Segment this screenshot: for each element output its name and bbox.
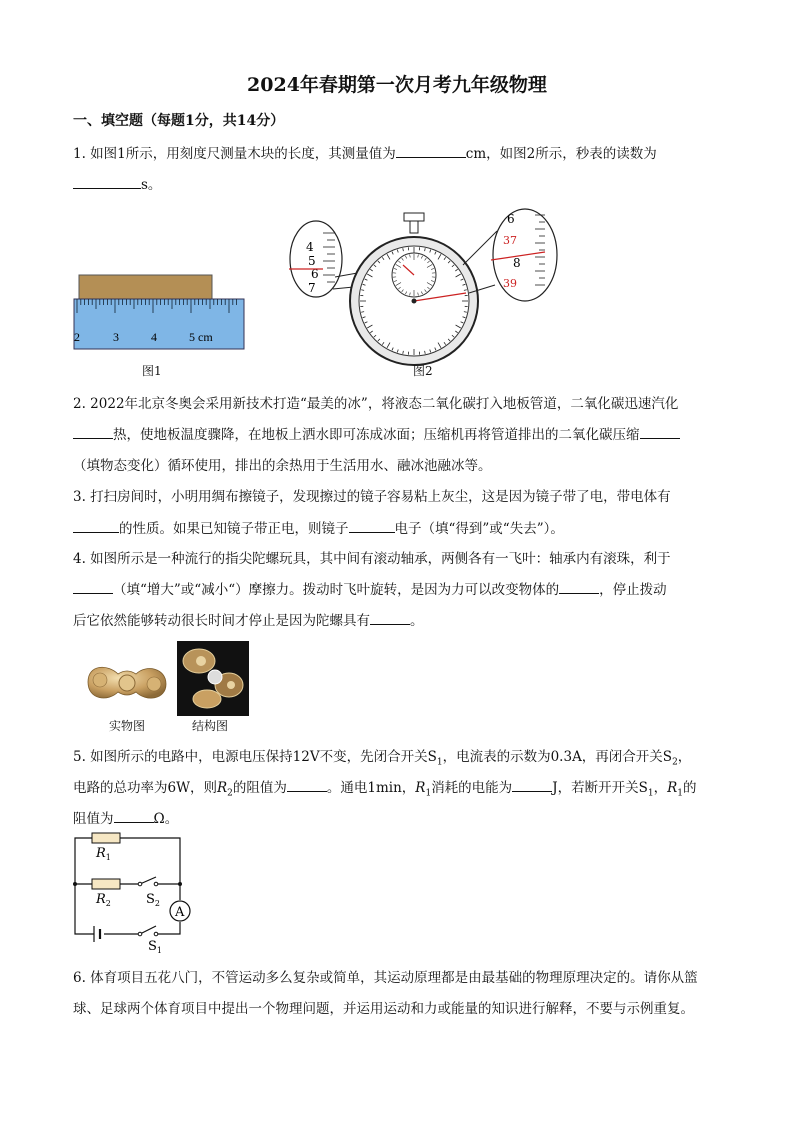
question-1-line-2 xyxy=(73,173,161,193)
wood-block xyxy=(79,275,212,299)
question-3-line-1: 3. 打扫房间时，小明用绸布擦镜子，发现擦过的镜子容易粘上灰尘，这是因为镜子带了电，带电体有 xyxy=(73,489,671,505)
q5-text-f: 。通电1min， xyxy=(326,780,416,796)
question-4-line-2 xyxy=(73,578,667,598)
q3-text-c: 电子（填“得到”或“失去”）。 xyxy=(394,521,564,537)
q5-text-d: 电路的总功率为6W，则 xyxy=(73,780,217,796)
dial-left-7: 7 xyxy=(308,281,316,295)
question-5-line-1 xyxy=(73,745,691,768)
ruler-label-5cm: 5 cm xyxy=(189,330,213,344)
q5-sub-s2: 2 xyxy=(672,757,678,768)
question-2-line-3: （填物态变化）循环使用，排出的余热用于生活用水、融冰池融冰等。 xyxy=(73,458,492,474)
q1-text-c: s。 xyxy=(141,177,162,193)
q5-text-c: ， xyxy=(677,749,692,765)
q5-text-e: 的阻值为 xyxy=(232,780,287,796)
q5-r1-symbol: R xyxy=(415,780,426,796)
spinner-caption-left: 实物图 xyxy=(109,719,146,733)
q5-r1-sub-2: 1 xyxy=(677,788,683,799)
question-5-line-2 xyxy=(73,776,697,799)
q4-blank-3[interactable] xyxy=(370,612,410,625)
figure-1-ruler xyxy=(73,270,248,352)
q1-blank-time[interactable] xyxy=(73,176,141,189)
s2-label: $S_2$ xyxy=(146,892,160,908)
q4-text-b: （填“增大”或“减小“）摩擦力。拨动时飞叶旋转，是因为力可以改变物体的 xyxy=(113,582,560,598)
dial-right-37: 37 xyxy=(503,234,517,247)
q3-blank-2[interactable] xyxy=(349,520,395,533)
q5-text-l: Ω。 xyxy=(153,811,179,827)
question-2-line-1: 2. 2022年北京冬奥会采用新技术打造“最美的冰”，将液态二氧化碳打入地板管道，二氧化碳迅速汽化 xyxy=(73,396,679,412)
q5-text-b: ，电流表的示数为0.3A，再闭合开关S xyxy=(442,749,673,765)
dial-left-4: 4 xyxy=(306,240,314,254)
question-4-line-1: 4. 如图所示是一种流行的指尖陀螺玩具，其中间有滚动轴承，两侧各有一飞叶：轴承内有滚珠，利于 xyxy=(73,551,671,567)
q2-text-b: 热，使地板温度骤降，在地板上洒水即可冻成冰面；压缩机再将管道排出的二氧化碳压缩 xyxy=(113,427,640,443)
figure-1-caption: 图1 xyxy=(142,364,162,378)
question-2-line-2 xyxy=(73,423,680,443)
q1-blank-length[interactable] xyxy=(396,145,466,158)
spinner-caption-right: 结构图 xyxy=(192,719,229,733)
dial-right-6: 6 xyxy=(507,212,515,226)
s1-label: $S_1$ xyxy=(148,939,162,955)
q4-blank-1[interactable] xyxy=(73,581,113,594)
figure-2-stopwatch xyxy=(283,205,558,365)
q2-blank-1[interactable] xyxy=(73,426,113,439)
q5-text-a: 5. 如图所示的电路中，电源电压保持12V不变，先闭合开关S xyxy=(73,749,437,765)
figure-2-caption: 图2 xyxy=(413,364,433,378)
question-3-line-2 xyxy=(73,517,564,537)
r2-label: $R_2$ xyxy=(96,892,111,908)
section-heading: 一、填空题（每题1分，共14分） xyxy=(73,113,285,129)
q3-blank-1[interactable] xyxy=(73,520,119,533)
q5-text-j: 的 xyxy=(683,780,697,796)
q5-text-i: ， xyxy=(653,780,668,796)
ruler-body xyxy=(74,299,244,349)
dial-right-8: 8 xyxy=(513,256,521,270)
page-title: 2024年春期第一次月考九年级物理 xyxy=(247,74,547,96)
question-5-line-3 xyxy=(73,807,178,827)
q5-s1-sub: 1 xyxy=(647,788,654,799)
q5-r1-symbol-2: R xyxy=(667,780,678,796)
question-1-line-1 xyxy=(73,142,657,162)
spinner-structure xyxy=(177,641,249,716)
q5-text-g: 消耗的电能为 xyxy=(431,780,513,796)
spinner-photo xyxy=(78,650,174,714)
ammeter-label: A xyxy=(175,905,185,920)
ruler-label-3: 3 xyxy=(113,330,119,344)
q5-r2-sub: 2 xyxy=(227,788,233,799)
question-6-line-2: 球、足球两个体育项目中提出一个物理问题，并运用运动和力或能量的知识进行解释，不要与示例重复。 xyxy=(73,1001,694,1017)
q3-text-b: 的性质。如果已知镜子带正电，则镜子 xyxy=(119,521,349,537)
q5-r2-symbol: R xyxy=(216,780,228,796)
q5-blank-2[interactable] xyxy=(512,779,552,792)
dial-left-5: 5 xyxy=(308,254,316,268)
q4-text-d: 后它依然能够转动很长时间才停止是因为陀螺具有 xyxy=(73,613,370,629)
circuit-diagram xyxy=(70,828,195,956)
q5-blank-3[interactable] xyxy=(114,810,154,823)
q5-text-h: J，若断开开关S xyxy=(552,780,648,796)
r1-label: $R_1$ xyxy=(96,846,111,862)
q5-text-k: 阻值为 xyxy=(73,811,114,827)
ruler-label-4: 4 xyxy=(151,330,157,344)
q2-blank-2[interactable] xyxy=(640,426,680,439)
question-4-line-3 xyxy=(73,609,424,629)
q5-blank-1[interactable] xyxy=(287,779,327,792)
dial-right-39: 39 xyxy=(503,277,517,290)
q1-text-b: cm，如图2所示，秒表的读数为 xyxy=(465,146,657,162)
q5-r1-sub: 1 xyxy=(425,788,432,799)
ruler-label-2: 2 xyxy=(74,330,80,344)
question-6-line-1: 6. 体育项目五花八门，不管运动多么复杂或简单，其运动原理都是由最基础的物理原理决定的。请你从篮 xyxy=(73,970,698,986)
q4-blank-2[interactable] xyxy=(559,581,599,594)
dial-left-6: 6 xyxy=(311,267,319,281)
q4-text-e: 。 xyxy=(410,613,424,629)
q5-sub-s1: 1 xyxy=(436,757,443,768)
q1-text-a: 1. 如图1所示，用刻度尺测量木块的长度，其测量值为 xyxy=(73,146,396,162)
q4-text-c: ，停止拨动 xyxy=(599,582,667,598)
